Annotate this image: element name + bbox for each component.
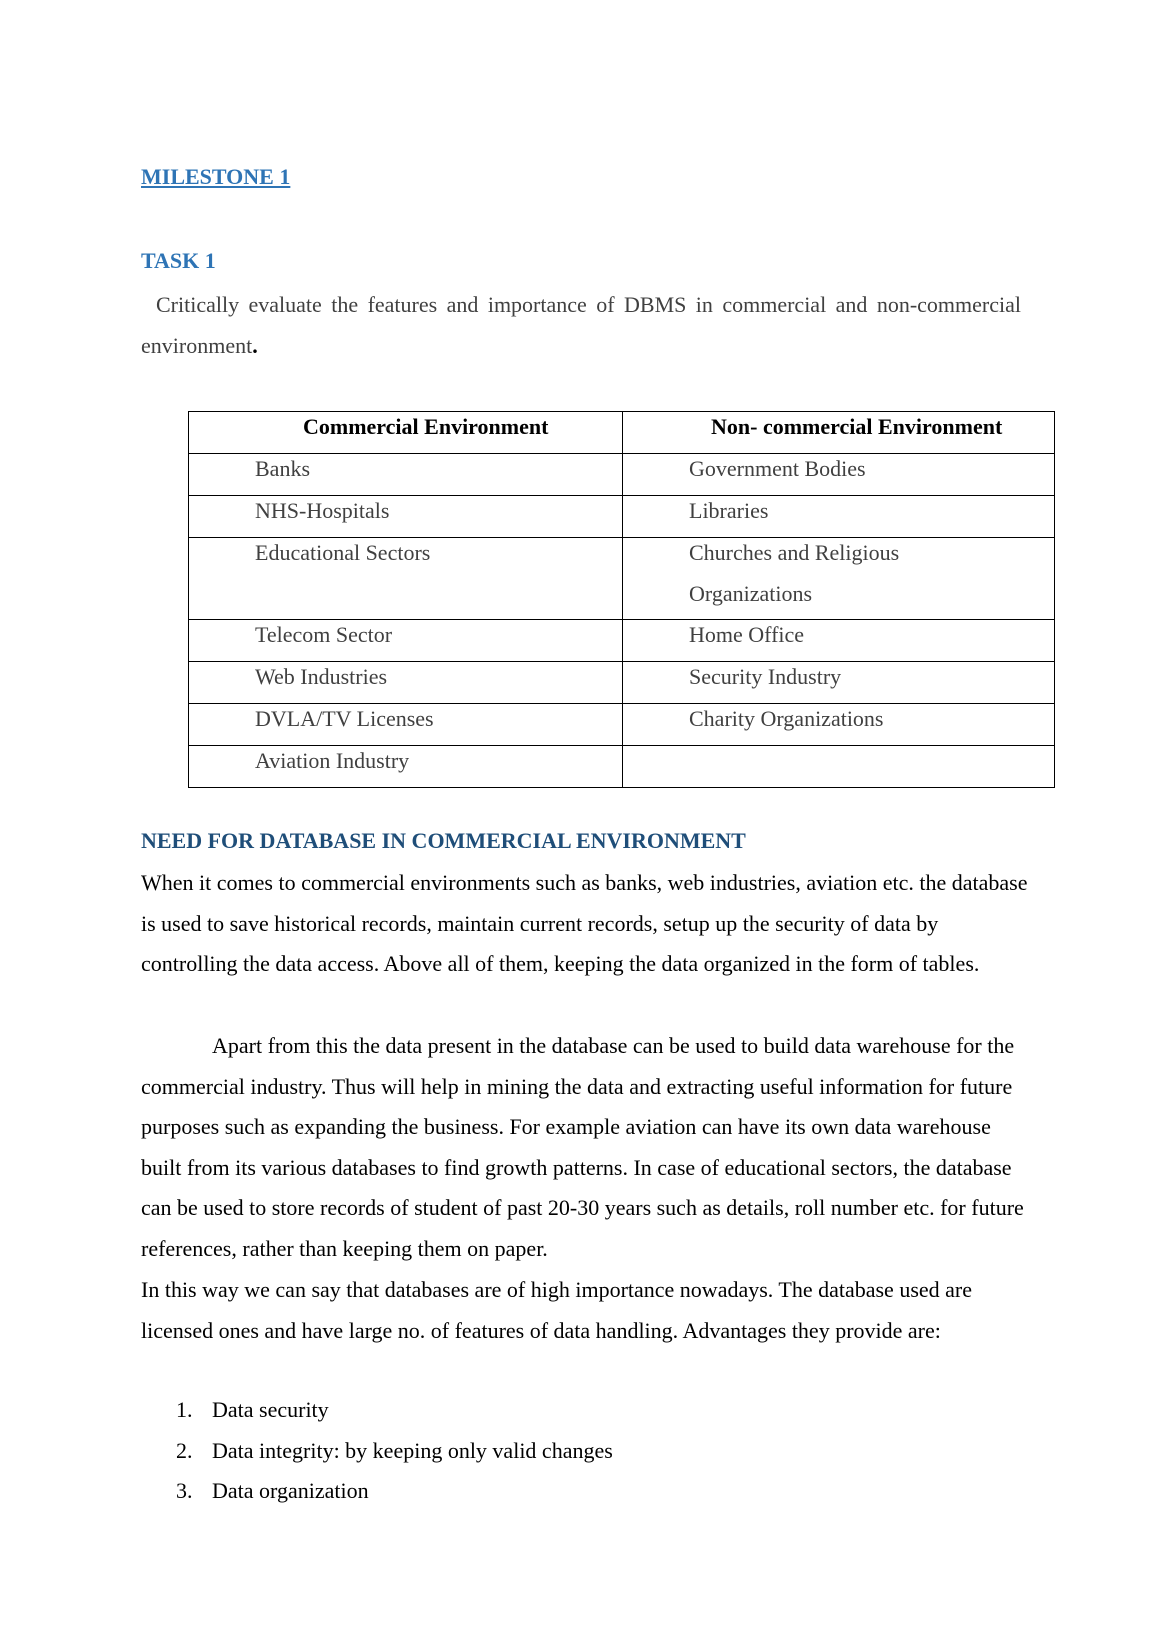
table-cell-line: Organizations <box>689 581 813 606</box>
table-row <box>189 538 1055 620</box>
section-heading: NEED FOR DATABASE IN COMMERCIAL ENVIRONMENT <box>141 828 746 853</box>
header-commercial: Commercial Environment <box>189 412 623 454</box>
table-cell: Libraries <box>623 496 1055 538</box>
table-cell: Security Industry <box>623 662 1055 704</box>
table-cell: Aviation Industry <box>189 746 623 788</box>
table-row <box>189 704 1055 746</box>
table-row <box>189 496 1055 538</box>
table-cell: Web Industries <box>189 662 623 704</box>
table-row <box>189 620 1055 662</box>
environment-table <box>188 411 1055 788</box>
table-cell-line: Churches and Religious <box>689 540 900 565</box>
table-cell: Telecom Sector <box>189 620 623 662</box>
table-cell: Banks <box>189 454 623 496</box>
table-cell: Charity Organizations <box>623 704 1055 746</box>
table-row <box>189 454 1055 496</box>
table-cell <box>623 538 1055 620</box>
milestone-heading: MILESTONE 1 <box>141 164 291 189</box>
table-header-row <box>189 412 1055 454</box>
list-item <box>141 1390 613 1431</box>
table-row <box>189 662 1055 704</box>
advantages-list <box>141 1390 613 1512</box>
list-item-text: Data organization <box>212 1478 369 1504</box>
table-cell: DVLA/TV Licenses <box>189 704 623 746</box>
list-number: 1. <box>176 1397 193 1422</box>
list-item <box>141 1431 613 1472</box>
list-item-text: Data security <box>212 1397 329 1422</box>
list-item <box>141 1471 613 1512</box>
header-non-commercial: Non- commercial Environment <box>623 412 1055 454</box>
list-item-text: Data integrity: by keeping only valid changes <box>212 1437 613 1463</box>
task-heading: TASK 1 <box>141 248 216 273</box>
paragraph: When it comes to commercial environments such as banks, web industries, aviation etc. the database is used to save historical records, maintain current records, setup up the security of data by controlling the data access. Above all of them, keeping the data organized in the form of tables. <box>141 870 1028 977</box>
table-cell <box>623 746 1055 788</box>
list-number: 2. <box>176 1437 193 1463</box>
table-cell: Government Bodies <box>623 454 1055 496</box>
task-question <box>141 284 1021 366</box>
task-question-text: Critically evaluate the features and importance of DBMS in commercial and non-commercial environment <box>141 292 1021 358</box>
table-cell: NHS-Hospitals <box>189 496 623 538</box>
paragraph: In this way we can say that databases are of high importance nowadays. The database used are licensed ones and have large no. of features of data handling. Advantages they provide are: <box>141 1277 973 1343</box>
table-cell: Educational Sectors <box>189 538 623 620</box>
paragraph: Apart from this the data present in the database can be used to build data warehouse for the commercial industry. Thus will help in mining the data and extracting useful information for future purposes such as expanding the business. For example aviation can have its own data warehouse built from its various databases to find growth patterns. In case of educational sectors, the database can be used to store records of student of past 20-30 years such as details, roll number etc. for future references, rather than keeping them on paper. <box>141 1033 1024 1261</box>
list-number: 3. <box>176 1478 193 1504</box>
task-question-period: . <box>252 333 258 358</box>
table-cell: Home Office <box>623 620 1055 662</box>
table-row <box>189 746 1055 788</box>
